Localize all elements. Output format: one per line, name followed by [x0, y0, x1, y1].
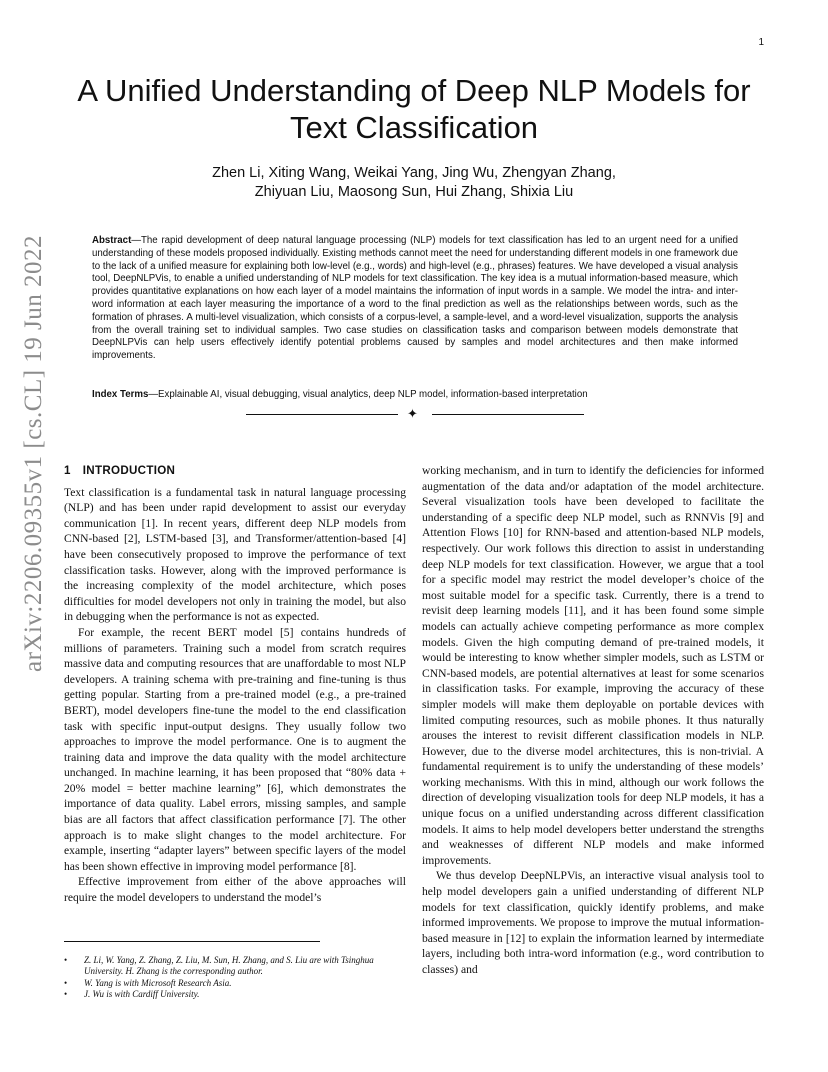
divider-line-left	[246, 414, 398, 415]
index-terms	[92, 389, 738, 402]
abstract-label: Abstract	[92, 235, 132, 246]
section-divider	[246, 408, 584, 422]
page-number: 1	[758, 37, 764, 48]
abstract	[92, 235, 738, 363]
divider-line-right	[432, 414, 584, 415]
index-terms-text: —Explainable AI, visual debugging, visual analytics, deep NLP model, information-based interpretation	[148, 389, 588, 400]
footnote-rule	[64, 941, 320, 942]
index-terms-label: Index Terms	[92, 389, 149, 400]
author-line: Zhiyuan Liu, Maosong Sun, Hui Zhang, Shixia Liu	[254, 184, 574, 200]
right-column	[422, 463, 764, 978]
section-heading	[64, 463, 406, 479]
footnote-item: • Z. Li, W. Yang, Z. Zhang, Z. Liu, M. Sun, H. Zhang, and S. Liu are with Tsinghua University. H. Zhang is the corresponding author.	[64, 955, 406, 978]
arxiv-identifier-stamp: arXiv:2206.09355v1 [cs.CL] 19 Jun 2022	[20, 234, 47, 672]
section-title: INTRODUCTION	[82, 464, 176, 477]
paragraph: For example, the recent BERT model [5] contains hundreds of millions of parameters. Training such a model from scratch requires massive data and computing resources that are unaffordable to most NLP developers. A training schema with pre-training and fine-tuning is thus getting popular. Starting from a pre-trained model (e.g., a pre-trained BERT), model developers fine-tune the model to the end classification task with specific input-output designs. They usually follow two approaches to improve the model performance. One is to augment the training data and improve the data quality with the model architecture unchanged. In machine learning, it has been proposed that “80% data + 20% model = better machine learning” [6], which demonstrates the importance of data quality. Label errors, missing samples, and sample bias are all factors that affect classification performance [7]. The other approach is to make slight changes to the model architecture. For example, inserting “adapter layers” between specific layers of the model has been shown effective in improving model performance [8].	[64, 625, 406, 873]
footnote-item: • J. Wu is with Cardiff University.	[64, 989, 406, 1000]
left-column	[64, 463, 406, 906]
paragraph: We thus develop DeepNLPVis, an interactive visual analysis tool to help model developers gain a unified understanding of different NLP models for text classification, quickly identify problems, and make informed improvements. We propose to improve the mutual information-based measure in [12] to explain the information learned by intermediate layers, including both intra-word information (e.g., word contribution to classes) and	[422, 869, 764, 976]
paragraph: Text classification is a fundamental task in natural language processing (NLP) and has been under rapid development to assist our everyday communication [1]. In recent years, different deep NLP models from CNN-based [2], LSTM-based [3], and Transformer/attention-based [4] have been consecutively proposed to improve the performance of text classification tasks. However, along with the improved performance is the increasing complexity of the model architecture, which poses difficulties for model developers not only in training the model, but also in debugging when the performance is not as expected.	[64, 485, 406, 624]
footnote-item: • W. Yang is with Microsoft Research Asia.	[64, 978, 406, 989]
paragraph: Effective improvement from either of the above approaches will require the model developers to understand the model’s	[64, 875, 406, 905]
divider-star-icon: ✦	[407, 406, 418, 421]
abstract-text: —The rapid development of deep natural language processing (NLP) models for text classification has led to an urgent need for a unified understanding of these models proposed individually. Existing methods cannot meet the need for understanding different models in one framework due to the lack of a unified measure for explaining both low-level (e.g., words) and high-level (e.g., phrases) features. We have developed a visual analysis tool, DeepNLPVis, to enable a unified understanding of NLP models for text classification. The key idea is a mutual information-based measure, which provides quantitative explanations on how each layer of a model maintains the information of input words in a sample. We model the intra- and inter-word information at each layer measuring the importance of a word to the final prediction as well as the relationships between words, such as the formation of phrases. A multi-level visualization, which consists of a corpus-level, a sample-level, and a word-level visualization, supports the analysis from the overall training set to individual samples. Two case studies on classification tasks and comparison between models demonstrate that DeepNLPVis can help users effectively identify potential problems caused by samples and model architectures and then make informed improvements.	[92, 235, 738, 362]
footnotes	[64, 955, 406, 1001]
author-list	[60, 164, 768, 202]
paper-title: A Unified Understanding of Deep NLP Models for Text Classification	[77, 73, 751, 145]
section-number: 1	[64, 464, 71, 477]
paragraph: working mechanism, and in turn to identify the deficiencies for informed augmentation of the data and/or adaptation of the model architecture. Several visualization tools have been developed to facilitate the understanding of a specific deep NLP model, such as RNNVis [9] and Attention Flows [10] for RNN-based and attention-based NLP models, respectively. Our work follows this direction to assist in understanding deep NLP models for text classification. However, we argue that a tool for a specific model may restrict the model developer’s choice of the most suitable model for a specific task. Currently, there is a trend to revisit deep learning models [11], and it has been found some simple models can actually achieve competing performance as more complex models. Given the high computing demand of pre-trained models, it would be interesting to know whether simpler models, such as LSTM or CNN-based models, are potential alternatives at least for some scenarios in classification tasks. For example, improving the accuracy of these simpler models will make them deployable on portable devices with limited computing resources, such as mobile phones. It thus naturally arouses the interest to revisit different classification models in NLP. However, due to the diverse model architectures, this is non-trivial. A fundamental requirement is to unify the understanding of these models’ working mechanisms. With this in mind, although our work follows the direction of developing visualization tools for deep NLP models, it has a unique focus on a unified understanding across different classification models. It aims to help model developers better understand the strengths and weaknesses of different NLP models and make informed improvements.	[422, 464, 764, 867]
author-line: Zhen Li, Xiting Wang, Weikai Yang, Jing Wu, Zhengyan Zhang,	[212, 165, 616, 181]
